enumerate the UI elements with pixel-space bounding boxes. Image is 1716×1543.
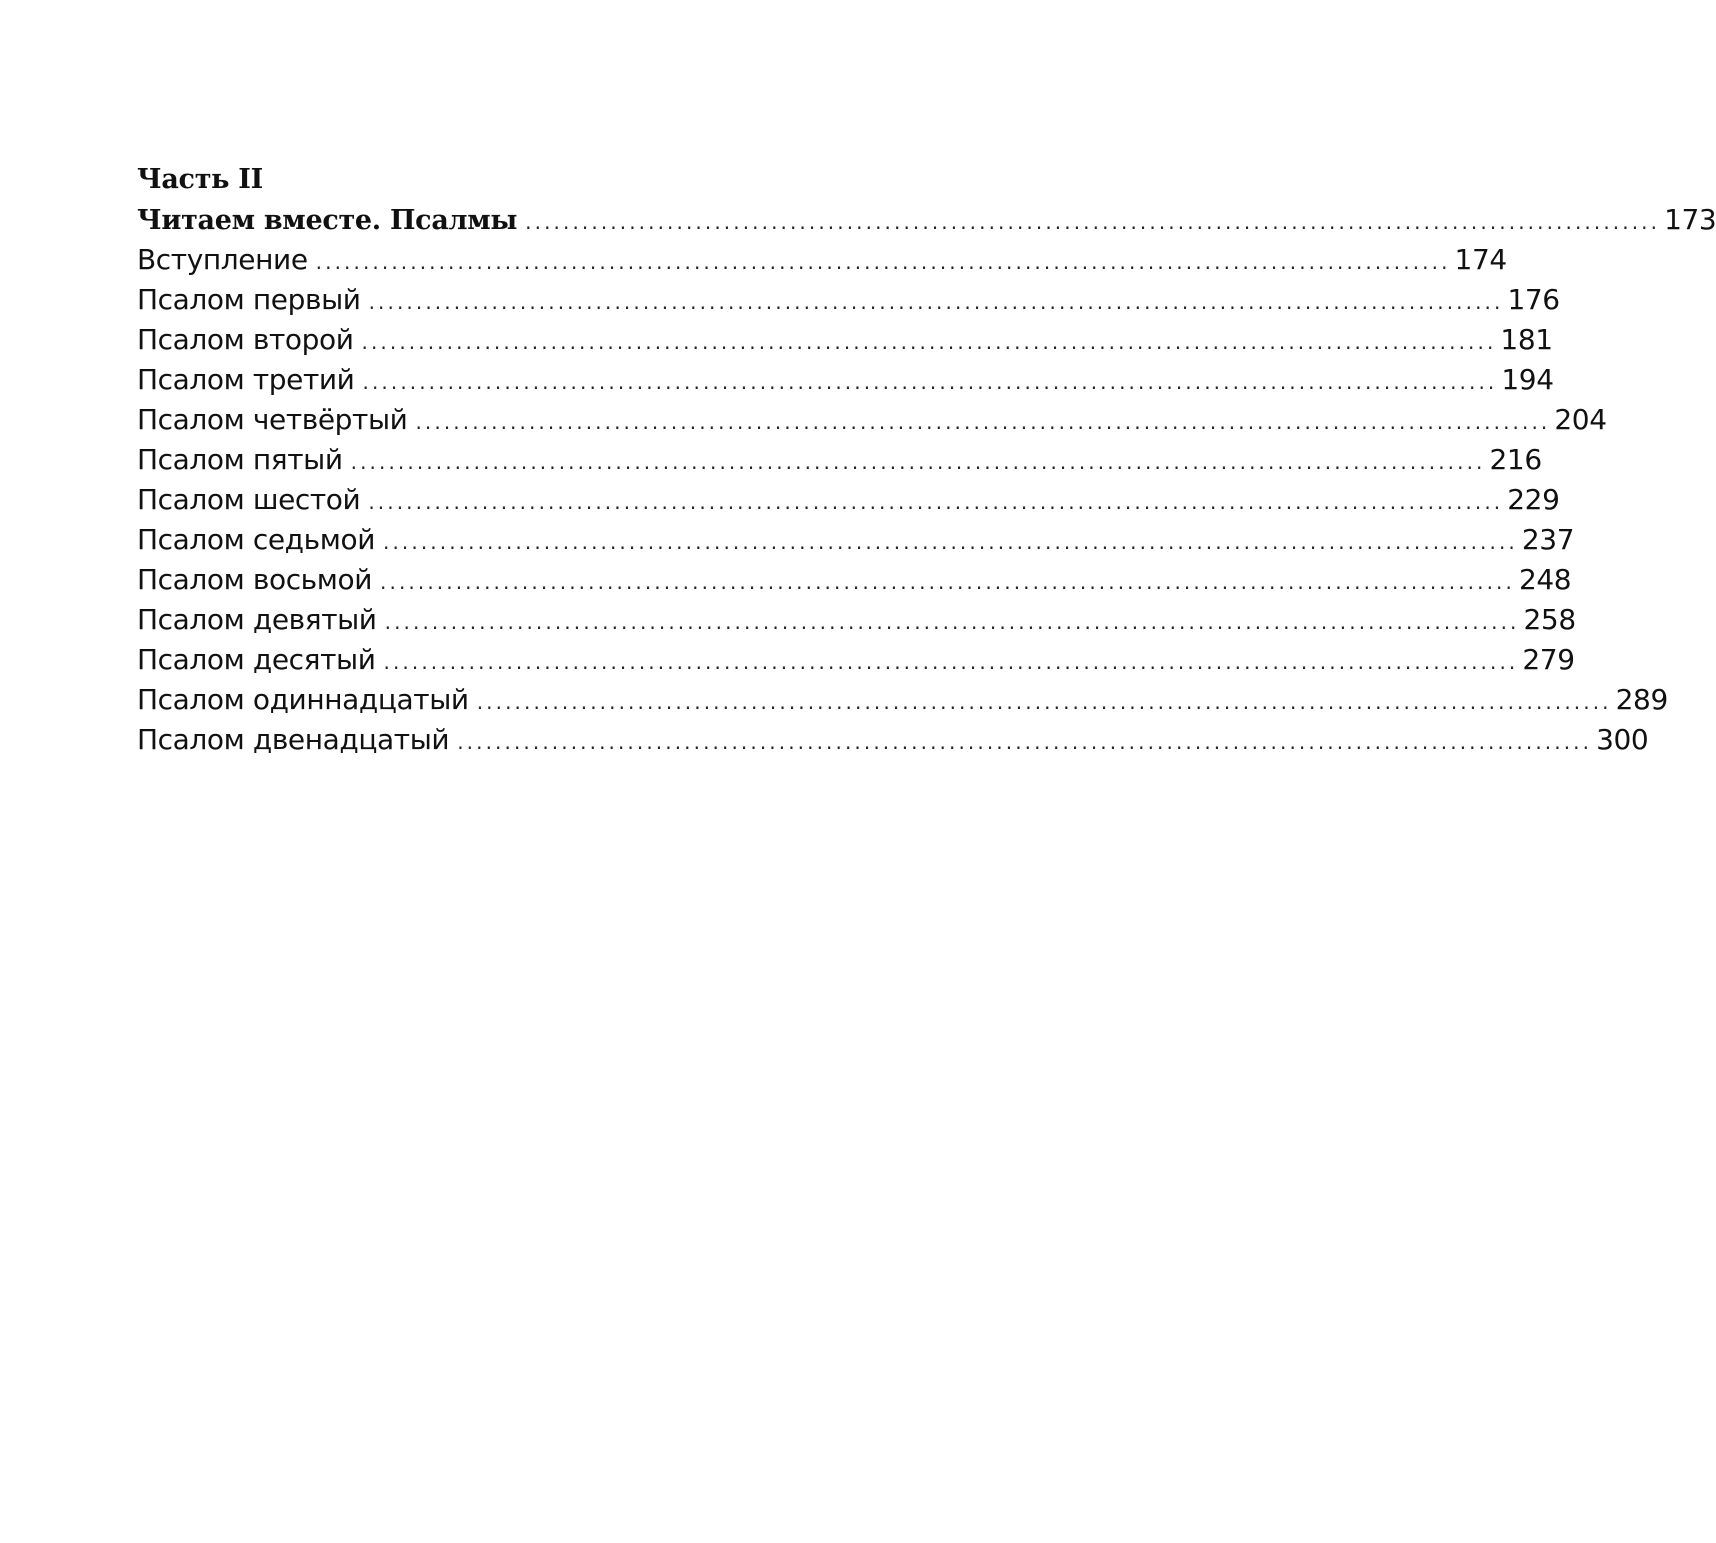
toc-entry-page: 194 bbox=[1501, 363, 1554, 396]
toc-entry-page: 204 bbox=[1554, 403, 1607, 436]
toc-entry-title: Читаем вместе. Псалмы bbox=[137, 205, 518, 236]
toc-entry-title: Псалом первый bbox=[137, 283, 361, 316]
toc-entry-page: 289 bbox=[1615, 683, 1668, 716]
dot-leader: ........................................................................................................................ bbox=[457, 730, 1593, 754]
toc-entry-title: Псалом одиннадцатый bbox=[137, 683, 469, 716]
toc-entry-title: Псалом восьмой bbox=[137, 563, 373, 596]
toc-entry bbox=[137, 320, 1553, 360]
toc-entry bbox=[137, 240, 1507, 280]
dot-leader: ........................................................................................................................ bbox=[315, 250, 1451, 274]
toc-entry-page: 176 bbox=[1507, 283, 1560, 316]
toc-entry-title: Псалом четвёртый bbox=[137, 403, 408, 436]
toc-entry-page: 174 bbox=[1454, 243, 1507, 276]
toc-entry-page: 237 bbox=[1521, 523, 1575, 556]
toc-entry-page: 181 bbox=[1500, 323, 1553, 356]
toc-entry-page: 300 bbox=[1596, 723, 1649, 756]
toc-entry bbox=[137, 280, 1560, 320]
dot-leader: ........................................................................................................................ bbox=[383, 530, 1518, 554]
toc-entry-page: 216 bbox=[1489, 443, 1542, 476]
toc-entry bbox=[137, 560, 1572, 600]
toc-entry-section bbox=[137, 200, 1716, 240]
dot-leader: ........................................................................................................................ bbox=[368, 490, 1504, 514]
toc-entry bbox=[137, 600, 1576, 640]
toc-entry-page: 173 bbox=[1664, 203, 1716, 236]
dot-leader: ........................................................................................................................ bbox=[415, 410, 1551, 434]
dot-leader: ........................................................................................................................ bbox=[368, 290, 1504, 314]
toc-entry-title: Псалом седьмой bbox=[137, 523, 375, 556]
dot-leader: ........................................................................................................................ bbox=[525, 210, 1661, 234]
dot-leader: ........................................................................................................................ bbox=[362, 370, 1498, 394]
toc-entry-title: Псалом двенадцатый bbox=[137, 723, 450, 756]
toc-entry-page: 258 bbox=[1523, 603, 1576, 636]
part-heading: Часть II bbox=[137, 164, 263, 195]
toc-entry-title: Псалом девятый bbox=[137, 603, 377, 636]
table-of-contents bbox=[137, 160, 1716, 760]
toc-entry bbox=[137, 440, 1542, 480]
toc-entry bbox=[137, 640, 1575, 680]
toc-entry-title: Псалом шестой bbox=[137, 483, 361, 516]
toc-entry-title: Вступление bbox=[137, 243, 308, 276]
dot-leader: ........................................................................................................................ bbox=[384, 610, 1520, 634]
toc-entry-title: Псалом второй bbox=[137, 323, 354, 356]
toc-entry bbox=[137, 400, 1607, 440]
dot-leader: ........................................................................................................................ bbox=[380, 570, 1515, 594]
toc-entry bbox=[137, 480, 1560, 520]
dot-leader: ........................................................................................................................ bbox=[476, 690, 1612, 714]
toc-entry bbox=[137, 520, 1575, 560]
dot-leader: ........................................................................................................................ bbox=[361, 330, 1497, 354]
toc-entry-page: 229 bbox=[1507, 483, 1560, 516]
toc-entry bbox=[137, 680, 1668, 720]
toc-entry-page: 248 bbox=[1518, 563, 1572, 596]
toc-entry-title: Псалом десятый bbox=[137, 643, 376, 676]
toc-entry-page: 279 bbox=[1522, 643, 1575, 676]
toc-entry-title: Псалом пятый bbox=[137, 443, 343, 476]
toc-entry bbox=[137, 720, 1649, 760]
toc-entry-title: Псалом третий bbox=[137, 363, 355, 396]
toc-entry bbox=[137, 360, 1554, 400]
dot-leader: ........................................................................................................................ bbox=[350, 450, 1486, 474]
dot-leader: ........................................................................................................................ bbox=[383, 650, 1519, 674]
